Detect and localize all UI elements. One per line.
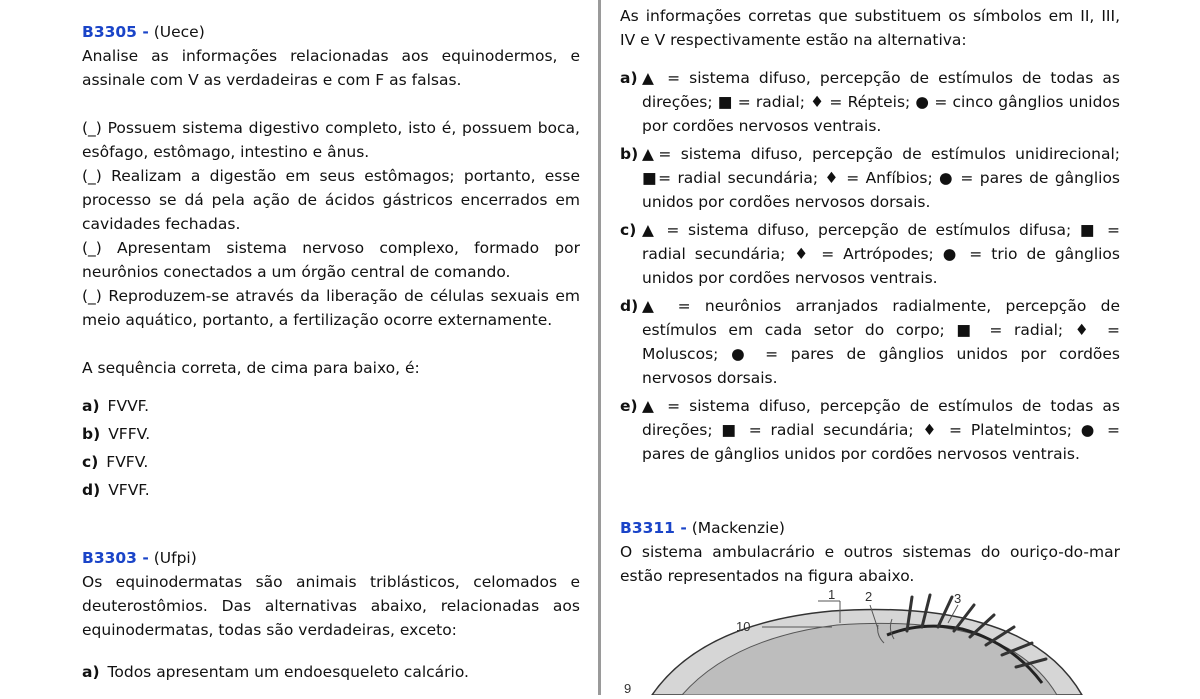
figure-label-1: 1: [828, 587, 836, 602]
alternative-letter: b): [620, 145, 639, 163]
statement-item: (_) Realizam a digestão em seus estômagos; portanto, esse processo se dá pela ação de ácidos gástricos encerrados em cavidades fechadas.: [82, 167, 580, 233]
alternative-text: Todos apresentam um endoesqueleto calcário.: [107, 663, 469, 681]
question-source: (Uece): [153, 23, 205, 41]
alternative-letter: a): [82, 397, 100, 415]
alternative-b: [620, 142, 1120, 214]
figure-label-2: 2: [865, 589, 873, 604]
question-header-b3305: [82, 20, 580, 44]
column-divider: [598, 0, 601, 695]
question-source: (Ufpi): [153, 549, 197, 567]
question-prompt: A sequência correta, de cima para baixo, é:: [82, 359, 420, 377]
alternative-b: [82, 422, 580, 446]
question-intro: As informações corretas que substituem os símbolos em II, III, IV e V respectivamente estão na alternativa:: [620, 7, 1120, 49]
alternative-letter: a): [82, 663, 100, 681]
alternative-text: VFFV.: [108, 425, 151, 443]
statement-item: (_) Reproduzem-se através da liberação de células sexuais em meio aquático, portanto, a fertilização ocorre externamente.: [82, 287, 580, 329]
alternative-letter: c): [82, 453, 99, 471]
alternative-text: ▲ = sistema difuso, percepção de estímulos de todas as direções; ■ = radial; ♦ = Répteis; ● = cinco gânglios unidos por cordões nervosos ventrais.: [642, 69, 1120, 135]
alternative-text: ▲ = sistema difuso, percepção de estímulos difusa; ■ = radial secundária; ♦ = Artrópodes; ● = trio de gânglios unidos por cordões nervosos ventrais.: [642, 221, 1120, 287]
alternative-text: ▲ = sistema difuso, percepção de estímulos de todas as direções; ■ = radial secundária; ♦ = Platelmintos; ● = pares de gânglios unidos por cordões nervosos ventrais.: [642, 397, 1120, 463]
question-statement: O sistema ambulacrário e outros sistemas do ouriço-do-mar estão representados na figura abaixo.: [620, 543, 1120, 585]
alternative-letter: a): [620, 69, 638, 87]
alternative-c: [82, 450, 580, 474]
alternative-d: [620, 294, 1120, 390]
question-code: B3311 -: [620, 519, 687, 537]
figure-label-10: 10: [736, 619, 751, 634]
figure-label-3: 3: [954, 591, 962, 606]
sea-urchin-diagram: [622, 583, 1122, 695]
figure-label-9: 9: [624, 681, 632, 695]
alternative-text: VFVF.: [108, 481, 150, 499]
alternative-e: [620, 394, 1120, 466]
alternative-a: [620, 66, 1120, 138]
question-header-b3303: [82, 546, 580, 570]
question-header-b3311: [620, 516, 1120, 540]
question-statement: Os equinodermatas são animais triblásticos, celomados e deuterostômios. Das alternativas abaixo, relacionadas aos equinodermatas, todas são verdadeiras, exceto:: [82, 573, 580, 639]
alternative-c: [620, 218, 1120, 290]
alternative-letter: e): [620, 397, 638, 415]
right-column: [620, 4, 1120, 588]
statement-item: (_) Apresentam sistema nervoso complexo, formado por neurônios conectados a um órgão central de comando.: [82, 239, 580, 281]
sea-urchin-figure: [622, 583, 1122, 695]
question-code: B3303 -: [82, 549, 149, 567]
statement-item: (_) Possuem sistema digestivo completo, isto é, possuem boca, esôfago, estômago, intestino e ânus.: [82, 119, 580, 161]
left-column: [82, 20, 580, 684]
alternative-a: [82, 394, 580, 418]
question-source: (Mackenzie): [691, 519, 785, 537]
alternative-letter: d): [620, 297, 639, 315]
alternative-letter: b): [82, 425, 101, 443]
alternative-text: FVFV.: [106, 453, 149, 471]
alternative-letter: c): [620, 221, 637, 239]
alternative-text: ▲= sistema difuso, percepção de estímulos unidirecional; ■= radial secundária; ♦ = Anfíbios; ● = pares de gânglios unidos por cordões nervosos dorsais.: [642, 145, 1120, 211]
alternative-text: FVVF.: [107, 397, 150, 415]
question-statement: Analise as informações relacionadas aos equinodermos, e assinale com V as verdadeiras e com F as falsas.: [82, 47, 580, 89]
alternative-letter: d): [82, 481, 101, 499]
alternative-text: ▲ = neurônios arranjados radialmente, percepção de estímulos em cada setor do corpo; ■ = radial; ♦ = Moluscos; ● = pares de gânglios unidos por cordões nervosos dorsais.: [642, 297, 1120, 387]
alternative-a: [82, 660, 580, 684]
alternative-d: [82, 478, 580, 502]
question-code: B3305 -: [82, 23, 149, 41]
